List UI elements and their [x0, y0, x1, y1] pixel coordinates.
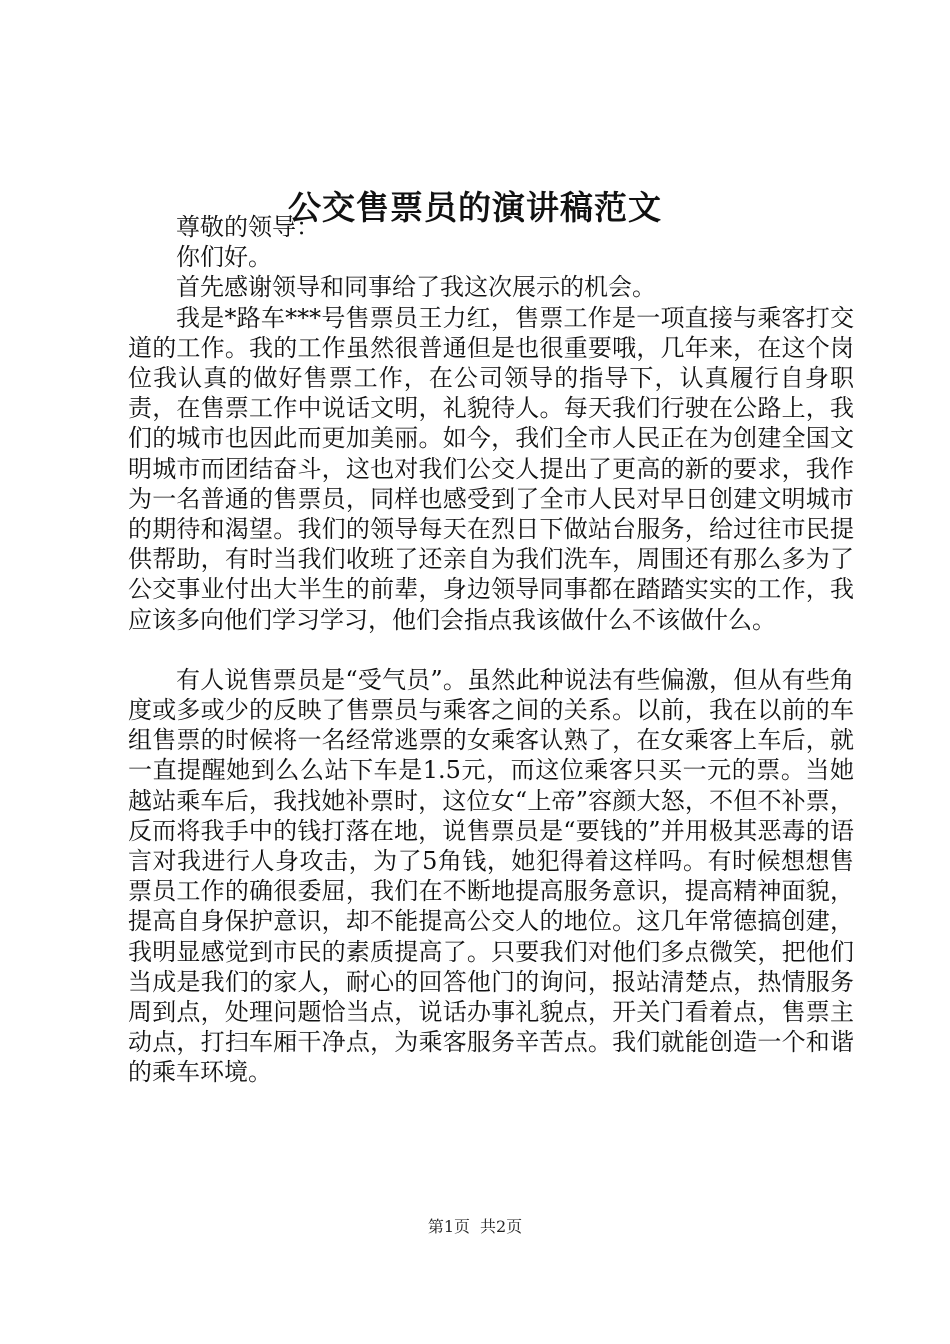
page-number: 第1页	[427, 1217, 470, 1236]
body-paragraph: 我是*路车***号售票员王力红，售票工作是一项直接与乘客打交道的工作。我的工作虽然很普通但是也很重要哦，几年来，在这个岗位我认真的做好售票工作，在公司领导的指导下，认真履行自身职责，在售票工作中说话文明，礼貌待人。每天我们行驶在公路上，我们的城市也因此而更加美丽。如今，我们全市人民正在为创建全国文明城市而团结奋斗，这也对我们公交人提出了更高的新的要求，我作为一名普通的售票员，同样也感受到了全市人民对早日创建文明城市的期待和渴望。我们的领导每天在烈日下做站台服务，给过往市民提供帮助，有时当我们收班了还亲自为我们洗车，周围还有那么多为了公交事业付出大半生的前辈，身边领导同事都在踏踏实实的工作，我应该多向他们学习学习，他们会指点我该做什么不该做什么。	[128, 303, 854, 634]
opening-thanks: 首先感谢领导和同事给了我这次展示的机会。	[176, 273, 656, 302]
document-title: 公交售票员的演讲稿范文	[288, 188, 662, 227]
body-paragraph: 有人说售票员是“受气员”。虽然此种说法有些偏激，但从有些角度或多或少的反映了售票员与乘客之间的关系。以前，我在以前的车组售票的时候将一名经常逃票的女乘客认熟了，在女乘客上车后，就一直提醒她到么么站下车是1.5元，而这位乘客只买一元的票。当她越站乘车后，我找她补票时，这位女“上帝”容颜大怒，不但不补票，反而将我手中的钱打落在地，说售票员是“要钱的”并用极其恶毒的语言对我进行人身攻击，为了5角钱，她犯得着这样吗。有时候想想售票员工作的确很委屈，我们在不断地提高服务意识，提高精神面貌，提高自身保护意识，却不能提高公交人的地位。这几年常德搞创建，我明显感觉到市民的素质提高了。只要我们对他们多点微笑，把他们当成是我们的家人，耐心的回答他门的询问，报站清楚点，热情服务周到点，处理问题恰当点，说话办事礼貌点，开关门看着点，售票主动点，打扫车厢干净点，为乘客服务辛苦点。我们就能创造一个和谐的乘车环境。	[128, 665, 854, 1087]
page-footer	[0, 1215, 950, 1239]
greeting: 你们好。	[176, 243, 272, 272]
total-pages: 共2页	[480, 1217, 523, 1236]
salutation: 尊敬的领导：	[176, 213, 320, 241]
document-body	[128, 212, 854, 1088]
